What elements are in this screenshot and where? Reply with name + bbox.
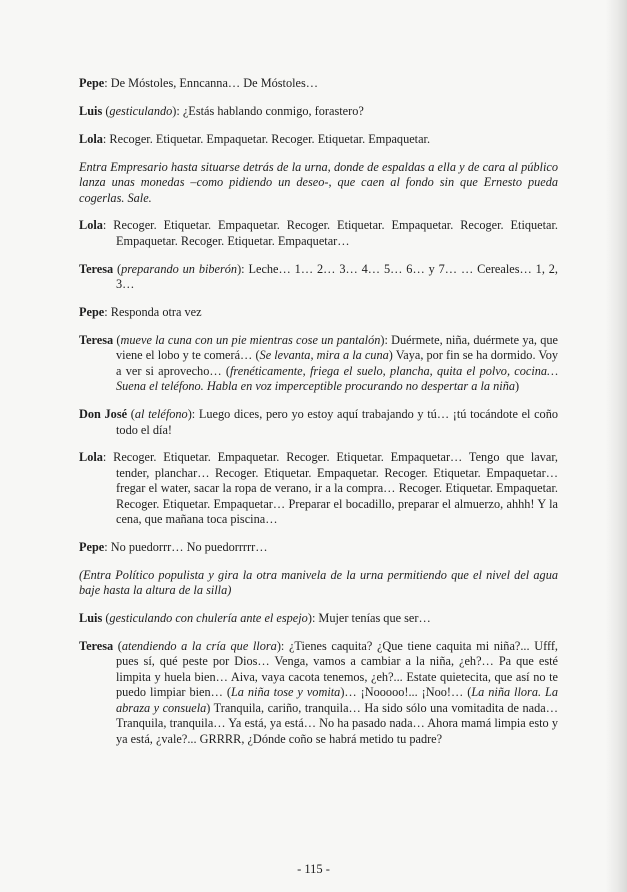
dialogue-line bbox=[79, 262, 558, 293]
acotacion: gesticulando bbox=[109, 103, 173, 118]
dialogue-text: ): Duérmete, niña, duérmete ya, que viene el lobo y te comerá… ( bbox=[116, 332, 558, 363]
dialogue-text: ): ¿Estás hablando conmigo, forastero? bbox=[172, 103, 364, 118]
speaker-name: Lola bbox=[79, 218, 103, 233]
stage-direction: (Entra Político populista y gira la otra manivela de la urna permitiendo que el nivel del agua baje hasta la altura de la silla) bbox=[79, 567, 558, 598]
speaker-name: Luis bbox=[79, 611, 103, 626]
dialogue-text: : No puedorrr… No puedorrrrr… bbox=[104, 539, 268, 554]
dialogue-line bbox=[79, 611, 558, 626]
dialogue-line bbox=[79, 407, 558, 438]
speaker-name: Lola bbox=[79, 131, 103, 146]
dialogue-text: : Responda otra vez bbox=[104, 305, 202, 320]
speaker-name: Pepe bbox=[79, 539, 105, 554]
speaker-name: Luis bbox=[79, 103, 103, 118]
dialogue-text: ): Leche… 1… 2… 3… 4… 5… 6… y 7… … Cereales… 1, 2, 3… bbox=[116, 261, 558, 292]
page-number: - 115 - bbox=[297, 862, 330, 876]
dialogue-line bbox=[79, 76, 558, 91]
dialogue-text: ( bbox=[113, 332, 121, 347]
dialogue-line bbox=[79, 218, 558, 249]
speaker-name: Teresa bbox=[79, 639, 114, 654]
acotacion: gesticulando con chulería ante el espejo bbox=[109, 611, 308, 626]
acotacion: al teléfono bbox=[134, 407, 188, 422]
acotacion: La niña tose y vomita bbox=[230, 685, 341, 700]
dialogue-line bbox=[79, 540, 558, 555]
acotacion: atendiendo a la cría que llora bbox=[121, 639, 277, 654]
speaker-name: Lola bbox=[79, 450, 103, 465]
acotacion: La niña llora. La abraza y consuela bbox=[116, 685, 558, 715]
dialogue-text: ) Tranquila, cariño, tranquila… Ha sido sólo una vomitadita de nada… Tranquila, tranquila… Ya está, ya está… No ha pasado nada… Ahora mamá limpia esto y ya está, ¿vale?... GRRRR, ¿Dónde coño se habrá metido tu padre? bbox=[116, 700, 558, 746]
dialogue-text: ) bbox=[515, 379, 520, 394]
stage-direction: Entra Empresario hasta situarse detrás de la urna, donde de espaldas a ella y de cara al público lanza unas monedas –como pidiendo un deseo-, que caen al fondo sin que Ernesto pueda cogerlas. Sale. bbox=[79, 159, 558, 205]
speaker-name: Teresa bbox=[79, 261, 114, 276]
dialogue-line bbox=[79, 333, 558, 395]
speaker-name: Teresa bbox=[79, 332, 114, 347]
dialogue-text: ) Vaya, por fin se ha dormido. Voy a ver si aprovecho… ( bbox=[116, 348, 558, 378]
dialogue-text: ( bbox=[113, 639, 122, 654]
dialogue-line bbox=[79, 132, 558, 147]
dialogue-text: ): ¿Tienes caquita? ¿Que tiene caquita mi niña?... Ufff, pues sí, qué peste por Dios… Venga, vamos a cambiar a la niña, ¿eh?… Pa que esté limpita y huela bien… Aiva, vaya cacota tenemos, ¿eh?... Estate quietecita, que así no te puedo limpiar bien… ( bbox=[116, 639, 558, 700]
dialogue-text: ): Mujer tenías que ser… bbox=[307, 611, 431, 626]
dialogue-line bbox=[79, 450, 558, 527]
dialogue-text: ( bbox=[127, 407, 135, 422]
dialogue-line bbox=[79, 305, 558, 320]
acotacion: mueve la cuna con un pie mientras cose un pantalón bbox=[120, 332, 381, 347]
dialogue-line bbox=[79, 104, 558, 119]
dialogue-text: ( bbox=[113, 261, 122, 276]
speaker-name: Pepe bbox=[79, 305, 105, 320]
speaker-name: Pepe bbox=[79, 76, 105, 90]
dialogue-line bbox=[79, 639, 558, 747]
acotacion: frenéticamente, friega el suelo, plancha, quita el polvo, cocina… Suena el teléfono. Habla en voz imperceptible procurando no despertar a la niña bbox=[116, 363, 559, 394]
dialogue-text: ( bbox=[102, 611, 110, 626]
dialogue-text: : Recoger. Etiquetar. Empaquetar. Recoger. Etiquetar. Empaquetar… Tengo que lavar, tender, planchar… Recoger. Etiquetar. Empaquetar. Recoger. Etiquetar. Empaquetar… fregar el water, sacar la ropa de verano, ir a la compra… Recoger. Etiquetar. Empaquetar. Recoger. Etiquetar. Empaquetar… Preparar el bocadillo, preparar el almuerzo, ahhh! Y la cena, que mañana toca piscina… bbox=[102, 450, 558, 527]
script-text bbox=[79, 76, 558, 759]
speaker-name: Don José bbox=[79, 407, 128, 422]
dialogue-text: : De Móstoles, Enncanna… De Móstoles… bbox=[104, 76, 319, 90]
dialogue-text: )… ¡Nooooo!... ¡Noo!… ( bbox=[340, 685, 472, 700]
acotacion: Se levanta, mira a la cuna bbox=[259, 348, 389, 363]
acotacion: preparando un biberón bbox=[121, 261, 238, 276]
dialogue-text: : Recoger. Etiquetar. Empaquetar. Recoger. Etiquetar. Empaquetar. bbox=[102, 131, 431, 146]
page-edge-shadow bbox=[605, 0, 627, 892]
dialogue-text: : Recoger. Etiquetar. Empaquetar. Recoger. Etiquetar. Empaquetar. Recoger. Etiquetar. Empaquetar. Recoger. Etiquetar. Empaquetar… bbox=[102, 218, 558, 248]
dialogue-text: ( bbox=[102, 103, 110, 118]
dialogue-text: ): Luego dices, pero yo estoy aquí trabajando y tú… ¡tú tocándote el coño todo el día! bbox=[116, 407, 559, 437]
